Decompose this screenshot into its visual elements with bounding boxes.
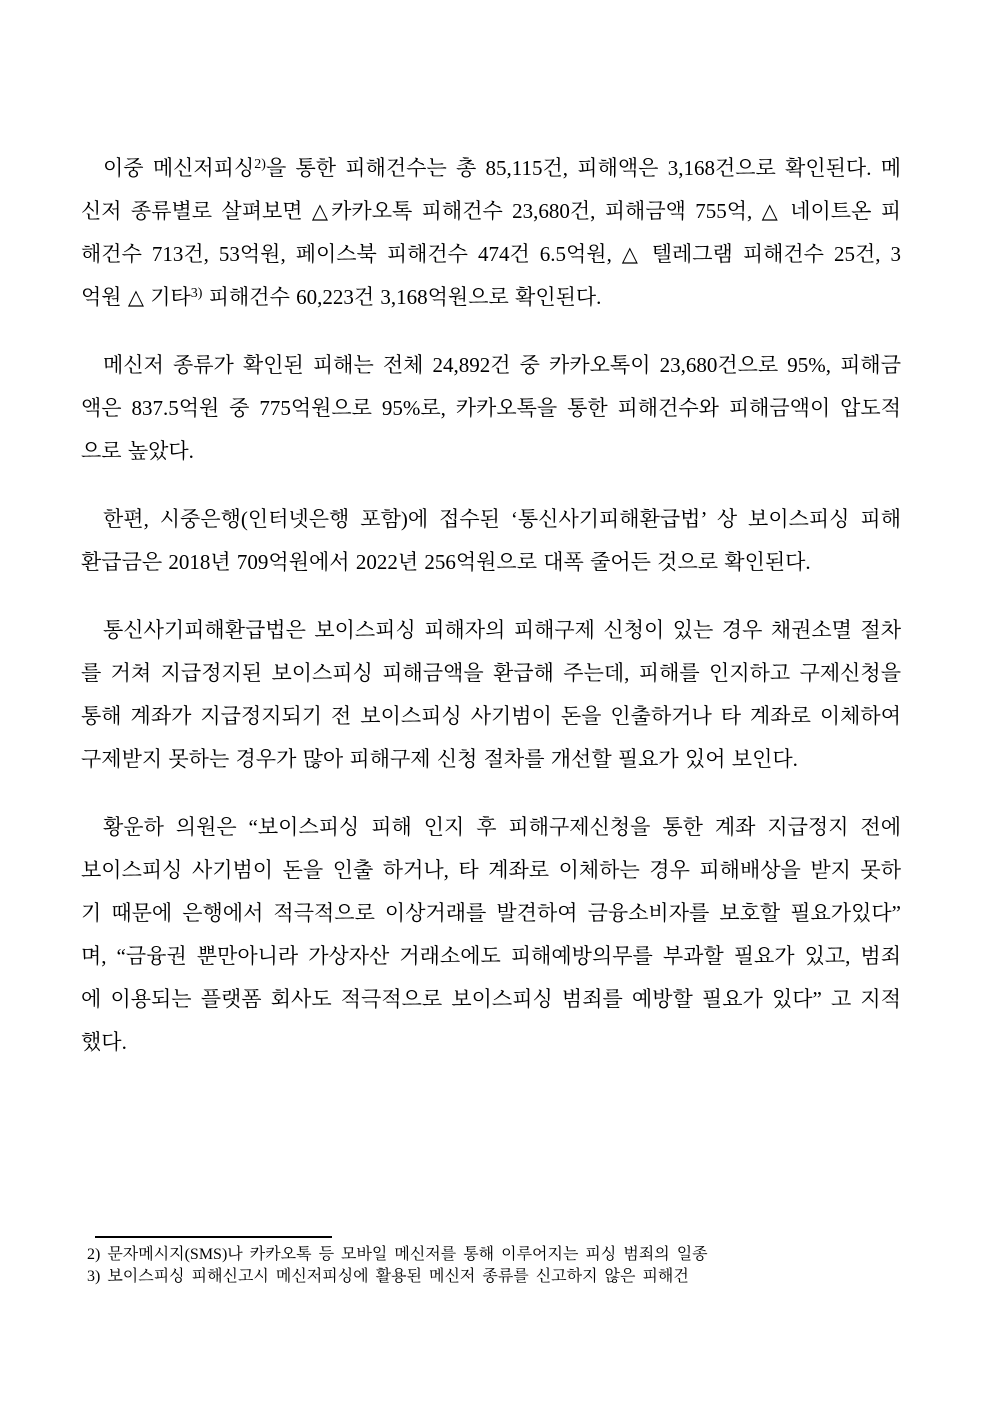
body-paragraph-1 xyxy=(81,147,901,319)
body-paragraph-5 xyxy=(81,806,901,1064)
paragraph-line: 했다. xyxy=(81,1030,127,1054)
paragraph-line: 보이스피싱 사기범이 돈을 인출 하거나, 타 계좌로 이체하는 경우 피해배상을 받지 못하 xyxy=(81,858,901,882)
paragraph-line: 해건수 713건, 53억원, 페이스북 피해건수 474건 6.5억원, △ 텔레그램 피해건수 25건, 3 xyxy=(81,242,901,266)
paragraph-line: 메신저 종류가 확인된 피해는 전체 24,892건 중 카카오톡이 23,680건으로 95%, 피해금 xyxy=(103,353,901,377)
document-body xyxy=(81,147,901,1089)
body-paragraph-3 xyxy=(81,498,901,584)
paragraph-line: 통해 계좌가 지급정지되기 전 보이스피싱 사기범이 돈을 인출하거나 타 계좌로 이체하여 xyxy=(81,704,901,728)
line-text: 억원 △ 기타 xyxy=(81,285,191,309)
footnote-reference-3: 3) xyxy=(190,286,203,301)
line-text: 을 통한 피해건수는 총 85,115건, 피해액은 3,168건으로 확인된다. 메 xyxy=(265,156,901,180)
paragraph-line: 통신사기피해환급법은 보이스피싱 피해자의 피해구제 신청이 있는 경우 채권소멸 절차 xyxy=(103,618,901,642)
paragraph-line: 으로 높았다. xyxy=(81,439,194,463)
line-text: 피해건수 60,223건 3,168억원으로 확인된다. xyxy=(202,285,602,309)
paragraph-line: 기 때문에 은행에서 적극적으로 이상거래를 발견하여 금융소비자를 보호할 필요가있다” xyxy=(81,901,901,925)
paragraph-line: 를 거쳐 지급정지된 보이스피싱 피해금액을 환급해 주는데, 피해를 인지하고 구제신청을 xyxy=(81,661,901,685)
body-paragraph-4 xyxy=(81,609,901,781)
footnotes-section xyxy=(81,1236,901,1287)
footnote-2: 2) 문자메시지(SMS)나 카카오톡 등 모바일 메신저를 통해 이루어지는 피싱 범죄의 일종 xyxy=(87,1246,708,1263)
paragraph-line: 한편, 시중은행(인터넷은행 포함)에 접수된 ‘통신사기피해환급법’ 상 보이스피싱 피해 xyxy=(103,507,901,531)
paragraph-line: 에 이용되는 플랫폼 회사도 적극적으로 보이스피싱 범죄를 예방할 필요가 있다” 고 지적 xyxy=(81,987,901,1011)
paragraph-line: 액은 837.5억원 중 775억원으로 95%로, 카카오톡을 통한 피해건수와 피해금액이 압도적 xyxy=(81,396,901,420)
footnote-3: 3) 보이스피싱 피해신고시 메신저피싱에 활용된 메신저 종류를 신고하지 않은 피해건 xyxy=(87,1267,689,1285)
line-text: 이중 메신저피싱 xyxy=(103,156,255,180)
footnote-reference-2: 2) xyxy=(254,157,266,172)
paragraph-line: 신저 종류별로 살펴보면 △카카오톡 피해건수 23,680건, 피해금액 755억, △ 네이트온 피 xyxy=(81,199,901,223)
paragraph-line xyxy=(81,276,901,319)
paragraph-line: 며, “금융권 뿐만아니라 가상자산 거래소에도 피해예방의무를 부과할 필요가 있고, 범죄 xyxy=(81,944,901,968)
paragraph-line: 환급금은 2018년 709억원에서 2022년 256억원으로 대폭 줄어든 것으로 확인된다. xyxy=(81,550,811,574)
paragraph-line: 구제받지 못하는 경우가 많아 피해구제 신청 절차를 개선할 필요가 있어 보인다. xyxy=(81,747,798,771)
body-paragraph-2 xyxy=(81,344,901,473)
paragraph-line: 황운하 의원은 “보이스피싱 피해 인지 후 피해구제신청을 통한 계좌 지급정지 전에 xyxy=(103,815,901,839)
footnote-separator-rule xyxy=(95,1236,332,1238)
paragraph-line xyxy=(81,147,901,190)
